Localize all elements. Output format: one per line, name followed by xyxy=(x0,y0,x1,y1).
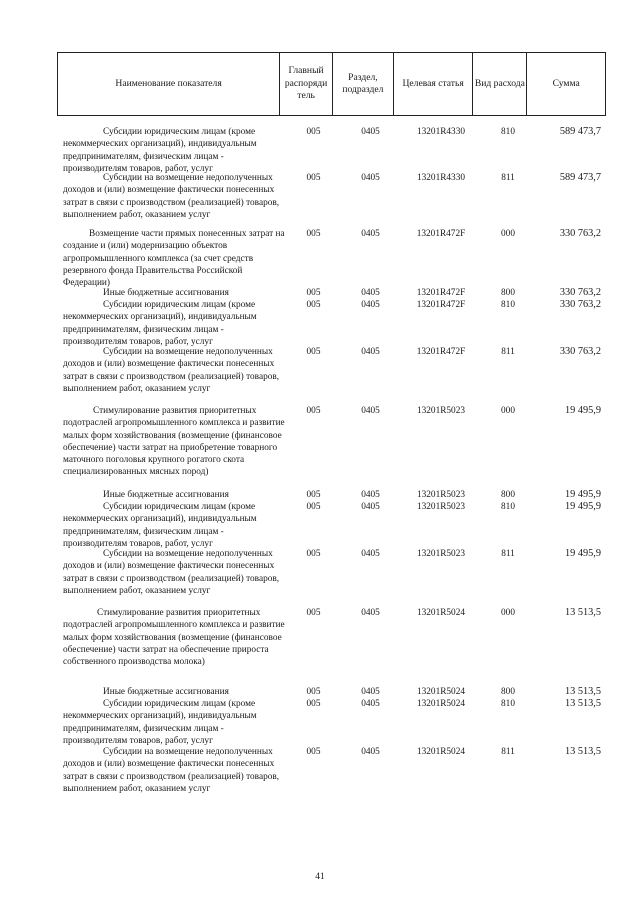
row-summa: 589 473,7 xyxy=(559,126,601,137)
row-razdel: 0405 xyxy=(361,747,380,757)
row-celevaya: 13201R4330 xyxy=(416,127,466,137)
row-vid: 811 xyxy=(501,173,515,183)
row-celevaya: 13201R5023 xyxy=(416,549,466,559)
row-summa: 330 763,2 xyxy=(559,228,601,239)
row-summa: 19 495,9 xyxy=(564,548,601,559)
row-name: Возмещение части прямых понесенных затрат на создание и (или) модернизацию объектов агропромышленного комплекса (за счет средств резервного фонда Правительства Российской Федерации) xyxy=(63,229,285,289)
table-header xyxy=(57,52,606,116)
row-name: Субсидии на возмещение недополученных доходов и (или) возмещение фактически понесенных затрат в связи с производством (реализацией) товаров, выполнением работ, оказанием услуг xyxy=(63,747,280,794)
row-celevaya: 13201R472F xyxy=(416,229,466,239)
row-razdel: 0405 xyxy=(361,173,380,183)
row-razdel: 0405 xyxy=(361,229,380,239)
row-vid: 810 xyxy=(501,699,515,709)
row-glavny: 005 xyxy=(306,173,321,183)
row-razdel: 0405 xyxy=(361,502,380,512)
header-vid: Вид расхода xyxy=(472,53,526,115)
row-vid: 800 xyxy=(501,288,515,298)
row-summa: 19 495,9 xyxy=(564,405,601,416)
row-razdel: 0405 xyxy=(361,687,380,697)
header-razdel: Раздел, подраздел xyxy=(332,53,393,115)
row-vid: 000 xyxy=(501,608,515,618)
row-vid: 811 xyxy=(501,747,515,757)
row-razdel: 0405 xyxy=(361,300,380,310)
row-vid: 810 xyxy=(501,300,515,310)
row-celevaya: 13201R5024 xyxy=(416,608,466,618)
row-glavny: 005 xyxy=(306,699,321,709)
row-razdel: 0405 xyxy=(361,406,380,416)
row-celevaya: 13201R5023 xyxy=(416,490,466,500)
row-celevaya: 13201R4330 xyxy=(416,173,466,183)
row-glavny: 005 xyxy=(306,288,321,298)
row-vid: 000 xyxy=(501,229,515,239)
page-number: 41 xyxy=(315,872,325,882)
row-name: Стимулирование развития приоритетных подотраслей агропромышленного комплекса и развитие малых форм хозяйствования (возмещение (финансовое обеспечение) части затрат на обеспечение прироста собственного производства молока) xyxy=(63,608,285,668)
row-celevaya: 13201R472F xyxy=(416,300,466,310)
row-name: Субсидии юридическим лицам (кроме некоммерческих организаций), индивидуальным предпринимателям, физическим лицам - производителям товаров, работ, услуг xyxy=(63,699,257,746)
row-summa: 19 495,9 xyxy=(564,501,601,512)
row-summa: 330 763,2 xyxy=(559,287,601,298)
row-glavny: 005 xyxy=(306,608,321,618)
row-glavny: 005 xyxy=(306,347,321,357)
row-celevaya: 13201R472F xyxy=(416,288,466,298)
row-summa: 13 513,5 xyxy=(564,746,601,757)
row-name: Иные бюджетные ассигнования xyxy=(103,490,229,500)
row-razdel: 0405 xyxy=(361,347,380,357)
row-name: Стимулирование развития приоритетных подотраслей агропромышленного комплекса и развитие малых форм хозяйствования (возмещение (финансовое обеспечение) части затрат на приобретение товарного маточного поголовья крупного рогатого скота специализированных мясных пород) xyxy=(63,406,285,478)
row-summa: 13 513,5 xyxy=(564,686,601,697)
row-vid: 811 xyxy=(501,549,515,559)
row-razdel: 0405 xyxy=(361,127,380,137)
row-vid: 800 xyxy=(501,687,515,697)
row-celevaya: 13201R472F xyxy=(416,347,466,357)
row-glavny: 005 xyxy=(306,687,321,697)
row-summa: 330 763,2 xyxy=(559,346,601,357)
row-summa: 13 513,5 xyxy=(564,698,601,709)
row-summa: 330 763,2 xyxy=(559,299,601,310)
header-glavny: Главный распоряди тель xyxy=(279,53,332,115)
row-vid: 811 xyxy=(501,347,515,357)
row-name: Субсидии юридическим лицам (кроме некоммерческих организаций), индивидуальным предпринимателям, физическим лицам - производителям товаров, работ, услуг xyxy=(63,127,257,174)
row-celevaya: 13201R5024 xyxy=(416,699,466,709)
row-glavny: 005 xyxy=(306,747,321,757)
row-name: Субсидии на возмещение недополученных доходов и (или) возмещение фактически понесенных затрат в связи с производством (реализацией) товаров, выполнением работ, оказанием услуг xyxy=(63,173,280,220)
header-name: Наименование показателя xyxy=(115,77,222,89)
row-razdel: 0405 xyxy=(361,490,380,500)
row-glavny: 005 xyxy=(306,127,321,137)
row-glavny: 005 xyxy=(306,406,321,416)
row-razdel: 0405 xyxy=(361,549,380,559)
row-glavny: 005 xyxy=(306,229,321,239)
row-name: Субсидии на возмещение недополученных доходов и (или) возмещение фактически понесенных затрат в связи с производством (реализацией) товаров, выполнением работ, оказанием услуг xyxy=(63,347,280,394)
row-name: Иные бюджетные ассигнования xyxy=(103,687,229,697)
row-glavny: 005 xyxy=(306,549,321,559)
row-razdel: 0405 xyxy=(361,699,380,709)
row-name: Субсидии на возмещение недополученных доходов и (или) возмещение фактически понесенных затрат в связи с производством (реализацией) товаров, выполнением работ, оказанием услуг xyxy=(63,549,280,596)
row-vid: 810 xyxy=(501,127,515,137)
row-vid: 800 xyxy=(501,490,515,500)
header-celevaya: Целевая статья xyxy=(393,53,473,115)
row-razdel: 0405 xyxy=(361,288,380,298)
row-glavny: 005 xyxy=(306,300,321,310)
row-glavny: 005 xyxy=(306,502,321,512)
row-razdel: 0405 xyxy=(361,608,380,618)
row-celevaya: 13201R5023 xyxy=(416,406,466,416)
row-summa: 589 473,7 xyxy=(559,172,601,183)
header-summa: Сумма xyxy=(526,53,605,115)
row-name: Субсидии юридическим лицам (кроме некоммерческих организаций), индивидуальным предпринимателям, физическим лицам - производителям товаров, работ, услуг xyxy=(63,502,257,549)
row-summa: 13 513,5 xyxy=(564,607,601,618)
row-celevaya: 13201R5023 xyxy=(416,502,466,512)
row-name: Субсидии юридическим лицам (кроме некоммерческих организаций), индивидуальным предпринимателям, физическим лицам - производителям товаров, работ, услуг xyxy=(63,300,257,347)
row-vid: 000 xyxy=(501,406,515,416)
row-celevaya: 13201R5024 xyxy=(416,747,466,757)
row-celevaya: 13201R5024 xyxy=(416,687,466,697)
row-name: Иные бюджетные ассигнования xyxy=(103,288,229,298)
row-vid: 810 xyxy=(501,502,515,512)
row-glavny: 005 xyxy=(306,490,321,500)
row-summa: 19 495,9 xyxy=(564,489,601,500)
